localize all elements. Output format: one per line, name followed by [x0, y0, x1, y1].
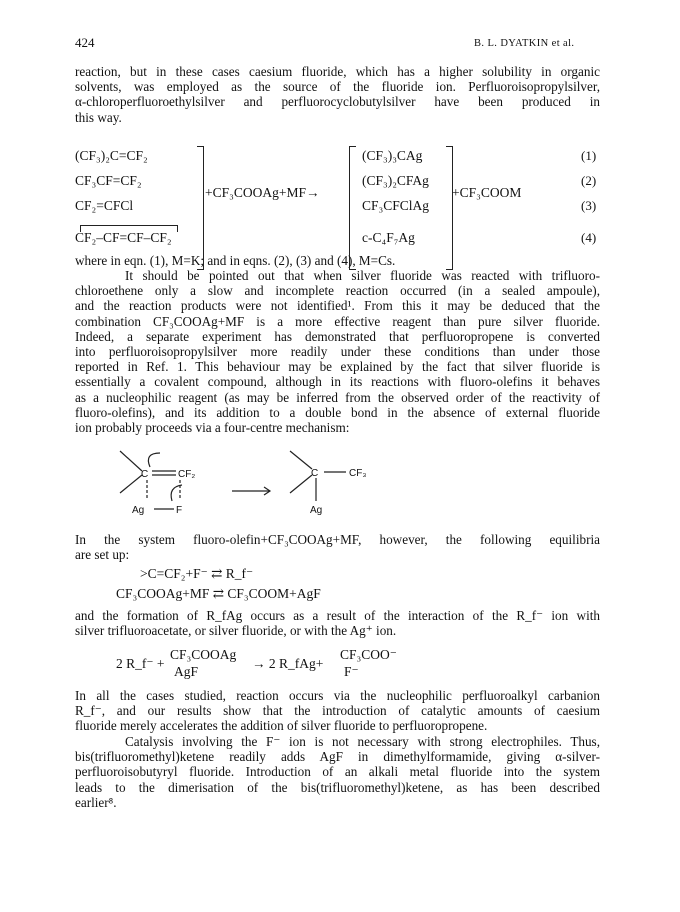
running-title: B. L. DYATKIN et al. — [474, 38, 575, 49]
equilibrium-1: >C=CF₂+F⁻ ⇄ R_f⁻ — [140, 566, 254, 581]
text-line: fluoro-olefins), and its addition to a double bond in the absence of external fluoride — [75, 404, 600, 420]
scheme2-bottom-product: F⁻ — [344, 664, 359, 679]
scheme2-top-product: CF₃COO⁻ — [340, 647, 397, 662]
bond — [290, 475, 312, 493]
text-line: In all the cases studied, reaction occurs via the nucleophilic perfluoroalkyl carbanion — [75, 688, 600, 703]
where-line — [75, 253, 600, 268]
text-line: essentially a covalent compound, although in its reactions with fluoro-olefins it behaves — [75, 374, 600, 390]
mech-c2: C — [311, 468, 319, 479]
text-line: and the formation of R_fAg occurs as a result of the interaction of the R_f⁻ ion with — [75, 608, 600, 623]
olefin-2: CF₃CF=CF₂ — [75, 173, 142, 188]
olefin-1: (CF₃)₂C=CF₂ — [75, 148, 148, 163]
paragraph-2 — [75, 268, 600, 435]
right-brace-2 — [446, 146, 453, 270]
text-line: fluoride merely accelerates the addition of silver fluoride to perfluoropropene. — [75, 718, 488, 734]
ring-bond — [80, 225, 178, 232]
eq-number-4: (4) — [581, 230, 597, 245]
page-number: 424 — [75, 35, 95, 50]
text-line: It should be pointed out that when silver fluoride was reacted with trifluoro- — [125, 268, 600, 283]
bond — [120, 451, 142, 471]
text-line: earlier⁸. — [75, 794, 117, 810]
scheme2-top-reagent: CF₃COOAg — [170, 647, 237, 662]
olefin-3: CF₂=CFCl — [75, 198, 134, 213]
text-line: into perfluoroisopropylsilver more readily under these conditions than under those — [75, 344, 600, 360]
text-line: and the reaction products were not identified¹. From this it may be deduced that the — [75, 298, 600, 314]
text-line: are set up: — [75, 547, 130, 563]
bond — [120, 475, 142, 493]
product-4: c-C₄F₇Ag — [362, 230, 415, 245]
product-3: CF₃CFClAg — [362, 198, 429, 213]
text-line: ion probably proceeds via a four-centre mechanism: — [75, 420, 350, 436]
text-line: where in eqn. (1), M=K; and in eqns. (2), (3) and (4), M=Cs. — [75, 253, 396, 268]
product-1: (CF₃)₃CAg — [362, 148, 423, 163]
text-line: R_f⁻, and our results show that the introduction of catalytic amounts of caesium — [75, 703, 600, 719]
scheme2-bottom-reagent: AgF — [174, 664, 199, 679]
paragraph-5 — [75, 688, 600, 734]
text-line: this way. — [75, 109, 122, 125]
mech-cf3: CF₃ — [349, 468, 367, 479]
paragraph-4 — [75, 608, 600, 638]
paragraph-1 — [75, 64, 600, 125]
scheme2-lhs: 2 R_f⁻ + — [116, 656, 165, 671]
mech-ag1: Ag — [132, 505, 145, 516]
text-line: as a nucleophilic reagent (as may be inferred from the observed order of the reactivity of — [75, 389, 600, 405]
four-centre-mechanism — [110, 445, 370, 525]
mech-ag2: Ag — [310, 505, 323, 516]
eq-number-3: (3) — [581, 198, 597, 213]
bond — [290, 451, 312, 469]
eq-number-2: (2) — [581, 173, 597, 188]
text-line: reported in Ref. 1. This behaviour may be explained by the fact that silver fluoride is — [75, 359, 600, 375]
text-line: silver trifluoroacetate, or silver fluoride, or with the Ag⁺ ion. — [75, 623, 397, 639]
equilibrium-2: CF₃COOAg+MF ⇄ CF₃COOM+AgF — [116, 586, 321, 601]
paragraph-6 — [75, 734, 600, 810]
olefin-4: CF₂–CF=CF–CF₂ — [75, 230, 172, 245]
mech-c1: C — [141, 469, 149, 480]
text-line: α-chloroperfluoroethylsilver and perfluorocyclobutylsilver have been produced in — [75, 94, 600, 110]
text-line: leads to the dimerisation of the bis(trifluoromethyl)ketene, as has been described — [75, 779, 600, 795]
scheme2-arrow-rhs: → 2 R_fAg+ — [252, 656, 324, 671]
electron-arrow — [148, 453, 160, 467]
text-line: In the system fluoro-olefin+CF₃COOAg+MF, however, the following equilibria — [75, 532, 600, 547]
text-line: bis(trifluoromethyl)ketene readily adds AgF in dimethylformamide, giving α-silver- — [75, 749, 600, 765]
reagent-text: +CF₃COOAg+MF→ — [205, 185, 320, 200]
left-brace — [349, 146, 356, 270]
text-line: chloroethene only a slow and incomplete reaction occurred (in a sealed ampoule), — [75, 283, 600, 299]
paragraph-3 — [75, 532, 600, 562]
mech-f1: F — [176, 505, 183, 516]
mech-cf2: CF₂ — [178, 469, 196, 480]
text-line: Indeed, a separate experiment has demonstrated that perfluoropropene is converted — [75, 328, 600, 344]
right-brace — [197, 146, 204, 270]
eq-number-1: (1) — [581, 148, 597, 163]
text-line: combination CF₃COOAg+MF is a more effective reagent than pure silver fluoride. — [75, 313, 600, 329]
product-2: (CF₃)₂CFAg — [362, 173, 429, 188]
text-line: Catalysis involving the F⁻ ion is not necessary with strong electrophiles. Thus, — [125, 734, 600, 749]
text-line: solvents, was employed as the source of the fluoride ion. Perfluoroisopropylsilver, — [75, 79, 600, 95]
byproduct-text: +CF₃COOM — [452, 185, 522, 200]
text-line: reaction, but in these cases caesium fluoride, which has a higher solubility in organic — [75, 64, 600, 79]
text-line: perfluoroisobutyryl fluoride. Introduction of an alkali metal fluoride into the system — [75, 764, 600, 780]
